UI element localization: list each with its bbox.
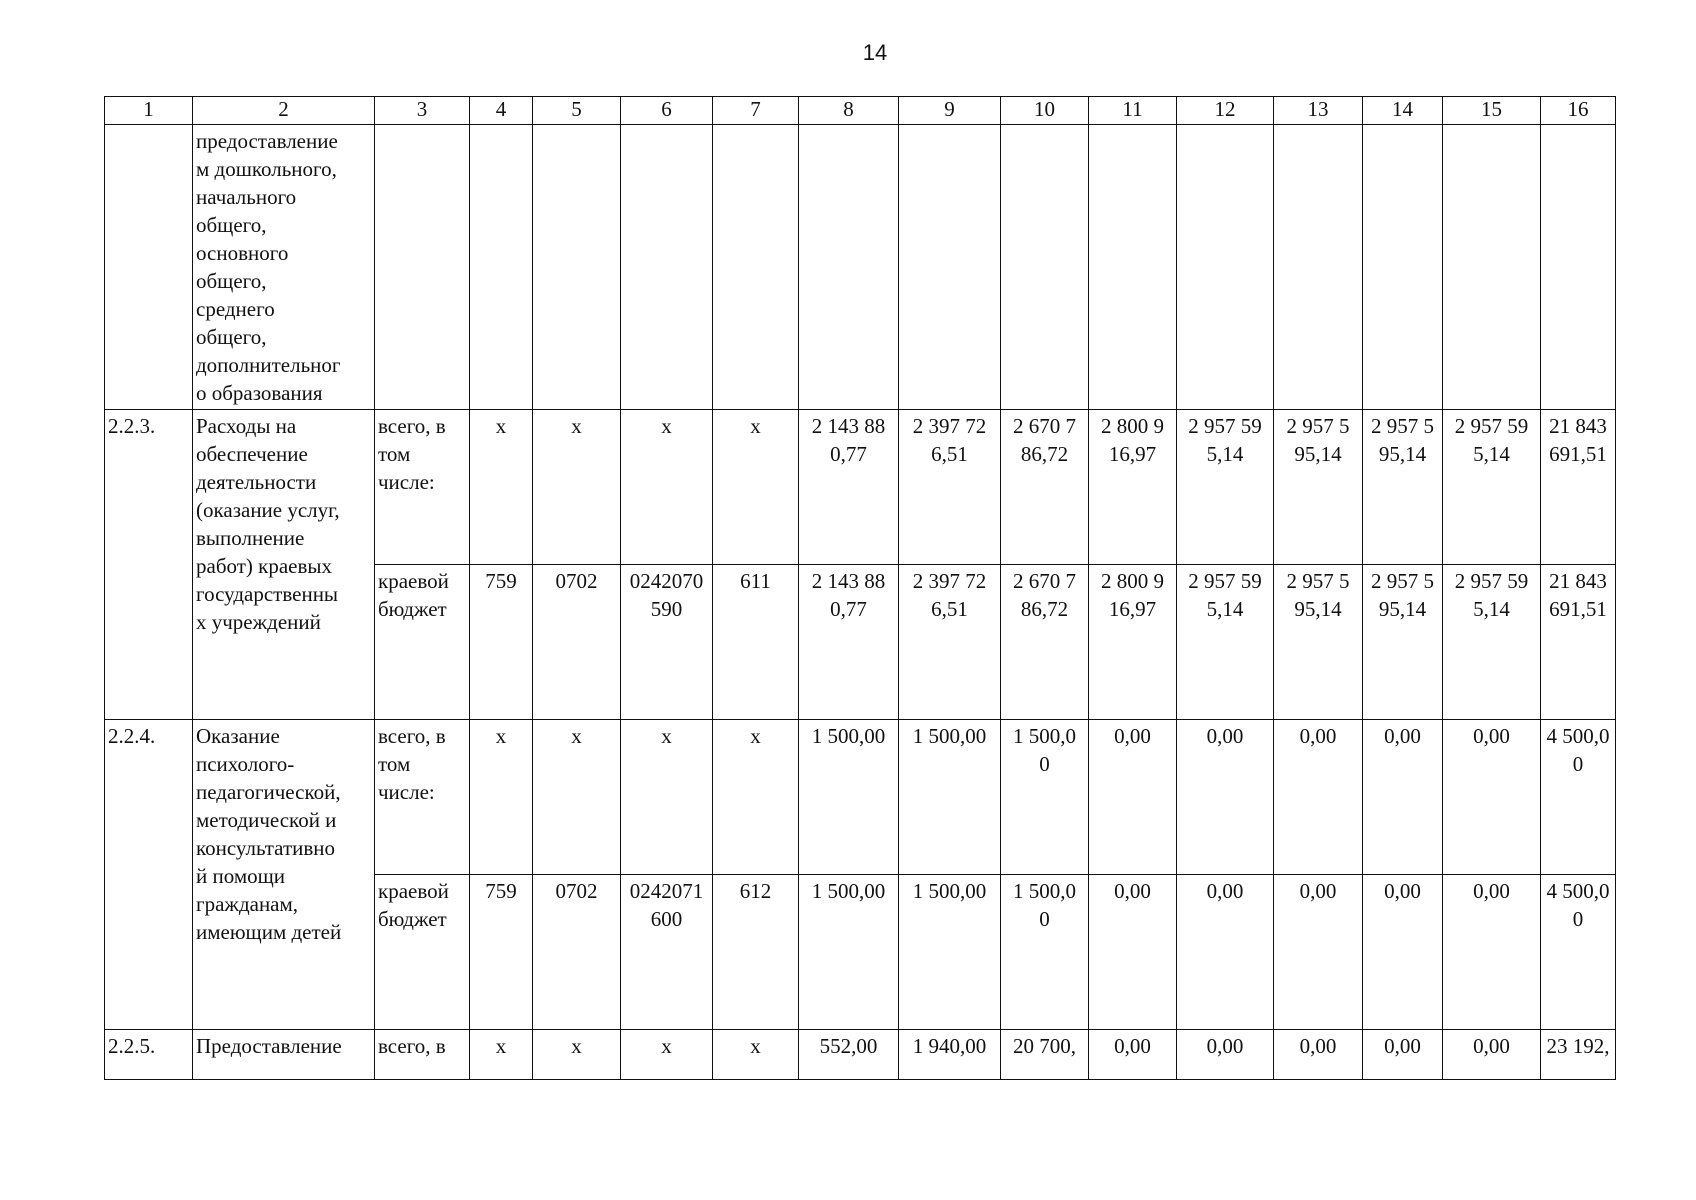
col-header: 11 <box>1089 97 1177 125</box>
item-number: 2.2.5. <box>105 1030 193 1080</box>
total-amount-cell: 4 500,0 0 <box>1541 875 1616 1030</box>
col-header: 3 <box>375 97 470 125</box>
funding-label: краевой бюджет <box>375 565 470 720</box>
table-cell <box>470 125 533 410</box>
amount-cell: 0,00 <box>1177 875 1274 1030</box>
amount-cell: 2 143 88 0,77 <box>799 565 899 720</box>
amount-cell: 2 957 5 95,14 <box>1363 565 1443 720</box>
amount-cell: 0,00 <box>1274 875 1363 1030</box>
table-cell <box>899 125 1001 410</box>
amount-cell: 2 800 9 16,97 <box>1089 410 1177 565</box>
section-code-cell: х <box>533 1030 621 1080</box>
col-header: 4 <box>470 97 533 125</box>
col-header: 9 <box>899 97 1001 125</box>
table-cell <box>713 125 799 410</box>
amount-cell: 2 670 7 86,72 <box>1001 565 1089 720</box>
item-name: Расходы на обеспечение деятельности (оказание услуг, выполнение работ) краевых государственны х учреждений <box>193 410 375 720</box>
amount-cell: 2 397 72 6,51 <box>899 565 1001 720</box>
total-amount-cell: 21 843 691,51 <box>1541 410 1616 565</box>
amount-cell: 0,00 <box>1274 1030 1363 1080</box>
col-header: 14 <box>1363 97 1443 125</box>
table-cell <box>799 125 899 410</box>
amount-cell: 0,00 <box>1274 720 1363 875</box>
funding-label: всего, в том числе: <box>375 410 470 565</box>
funding-label: краевой бюджет <box>375 875 470 1030</box>
table-cell <box>1541 125 1616 410</box>
item-number: 2.2.4. <box>105 720 193 1030</box>
amount-cell: 2 957 59 5,14 <box>1443 410 1541 565</box>
funding-label: всего, в <box>375 1030 470 1080</box>
table-row <box>105 720 1616 875</box>
amount-cell: 0,00 <box>1443 875 1541 1030</box>
table-cell <box>1363 125 1443 410</box>
col-header: 8 <box>799 97 899 125</box>
table-cell <box>375 125 470 410</box>
col-header: 7 <box>713 97 799 125</box>
amount-cell: 0,00 <box>1443 720 1541 875</box>
col-header: 12 <box>1177 97 1274 125</box>
amount-cell: 1 500,00 <box>799 875 899 1030</box>
funding-label: всего, в том числе: <box>375 720 470 875</box>
col-header: 2 <box>193 97 375 125</box>
table-cell <box>1089 125 1177 410</box>
table-row <box>105 1030 1616 1080</box>
target-code-cell: 0242070 590 <box>621 565 713 720</box>
amount-cell: 1 500,0 0 <box>1001 720 1089 875</box>
expense-type-cell: х <box>713 410 799 565</box>
section-code-cell: х <box>533 410 621 565</box>
amount-cell: 0,00 <box>1363 1030 1443 1080</box>
amount-cell: 1 500,00 <box>899 875 1001 1030</box>
item-name: Предоставление <box>193 1030 375 1080</box>
col-header: 15 <box>1443 97 1541 125</box>
target-code-cell: х <box>621 410 713 565</box>
amount-cell: 0,00 <box>1363 720 1443 875</box>
gov-code-cell: 759 <box>470 875 533 1030</box>
gov-code-cell: х <box>470 1030 533 1080</box>
col-header: 5 <box>533 97 621 125</box>
item-number: 2.2.3. <box>105 410 193 720</box>
col-header: 16 <box>1541 97 1616 125</box>
amount-cell: 0,00 <box>1089 1030 1177 1080</box>
section-code-cell: х <box>533 720 621 875</box>
amount-cell: 0,00 <box>1177 1030 1274 1080</box>
amount-cell: 0,00 <box>1177 720 1274 875</box>
target-code-cell: 0242071 600 <box>621 875 713 1030</box>
page-number: 14 <box>862 40 888 65</box>
amount-cell: 2 670 7 86,72 <box>1001 410 1089 565</box>
amount-cell: 1 940,00 <box>899 1030 1001 1080</box>
total-amount-cell: 21 843 691,51 <box>1541 565 1616 720</box>
amount-cell: 2 957 59 5,14 <box>1177 565 1274 720</box>
table-cell <box>1274 125 1363 410</box>
gov-code-cell: х <box>470 410 533 565</box>
section-code-cell: 0702 <box>533 565 621 720</box>
amount-cell: 2 957 59 5,14 <box>1443 565 1541 720</box>
expense-type-cell: 611 <box>713 565 799 720</box>
col-header: 1 <box>105 97 193 125</box>
amount-cell: 2 957 5 95,14 <box>1274 410 1363 565</box>
amount-cell: 0,00 <box>1089 720 1177 875</box>
expense-type-cell: х <box>713 1030 799 1080</box>
total-amount-cell: 23 192, <box>1541 1030 1616 1080</box>
table-cell <box>105 125 193 410</box>
amount-cell: 2 800 9 16,97 <box>1089 565 1177 720</box>
item-name-continuation: предоставление м дошкольного, начального общего, основного общего, среднего общего, дополнительног о образования <box>193 125 375 410</box>
table-cell <box>533 125 621 410</box>
table-row <box>105 410 1616 565</box>
gov-code-cell: 759 <box>470 565 533 720</box>
table-cell <box>1177 125 1274 410</box>
amount-cell: 1 500,0 0 <box>1001 875 1089 1030</box>
target-code-cell: х <box>621 720 713 875</box>
amount-cell: 2 957 5 95,14 <box>1363 410 1443 565</box>
target-code-cell: х <box>621 1030 713 1080</box>
amount-cell: 2 957 5 95,14 <box>1274 565 1363 720</box>
table-cell <box>1001 125 1089 410</box>
gov-code-cell: х <box>470 720 533 875</box>
col-header: 13 <box>1274 97 1363 125</box>
amount-cell: 2 397 72 6,51 <box>899 410 1001 565</box>
amount-cell: 2 143 88 0,77 <box>799 410 899 565</box>
table-cell <box>1443 125 1541 410</box>
section-code-cell: 0702 <box>533 875 621 1030</box>
budget-table <box>104 96 1616 1080</box>
amount-cell: 20 700, <box>1001 1030 1089 1080</box>
item-name: Оказание психолого- педагогической, методической и консультативно й помощи гражданам, имеющим детей <box>193 720 375 1030</box>
col-header: 10 <box>1001 97 1089 125</box>
amount-cell: 552,00 <box>799 1030 899 1080</box>
amount-cell: 0,00 <box>1089 875 1177 1030</box>
table-cell <box>621 125 713 410</box>
total-amount-cell: 4 500,0 0 <box>1541 720 1616 875</box>
amount-cell: 0,00 <box>1443 1030 1541 1080</box>
col-header: 6 <box>621 97 713 125</box>
amount-cell: 0,00 <box>1363 875 1443 1030</box>
expense-type-cell: 612 <box>713 875 799 1030</box>
amount-cell: 1 500,00 <box>899 720 1001 875</box>
amount-cell: 1 500,00 <box>799 720 899 875</box>
expense-type-cell: х <box>713 720 799 875</box>
continuation-row <box>105 125 1616 410</box>
amount-cell: 2 957 59 5,14 <box>1177 410 1274 565</box>
column-number-row <box>105 97 1616 125</box>
